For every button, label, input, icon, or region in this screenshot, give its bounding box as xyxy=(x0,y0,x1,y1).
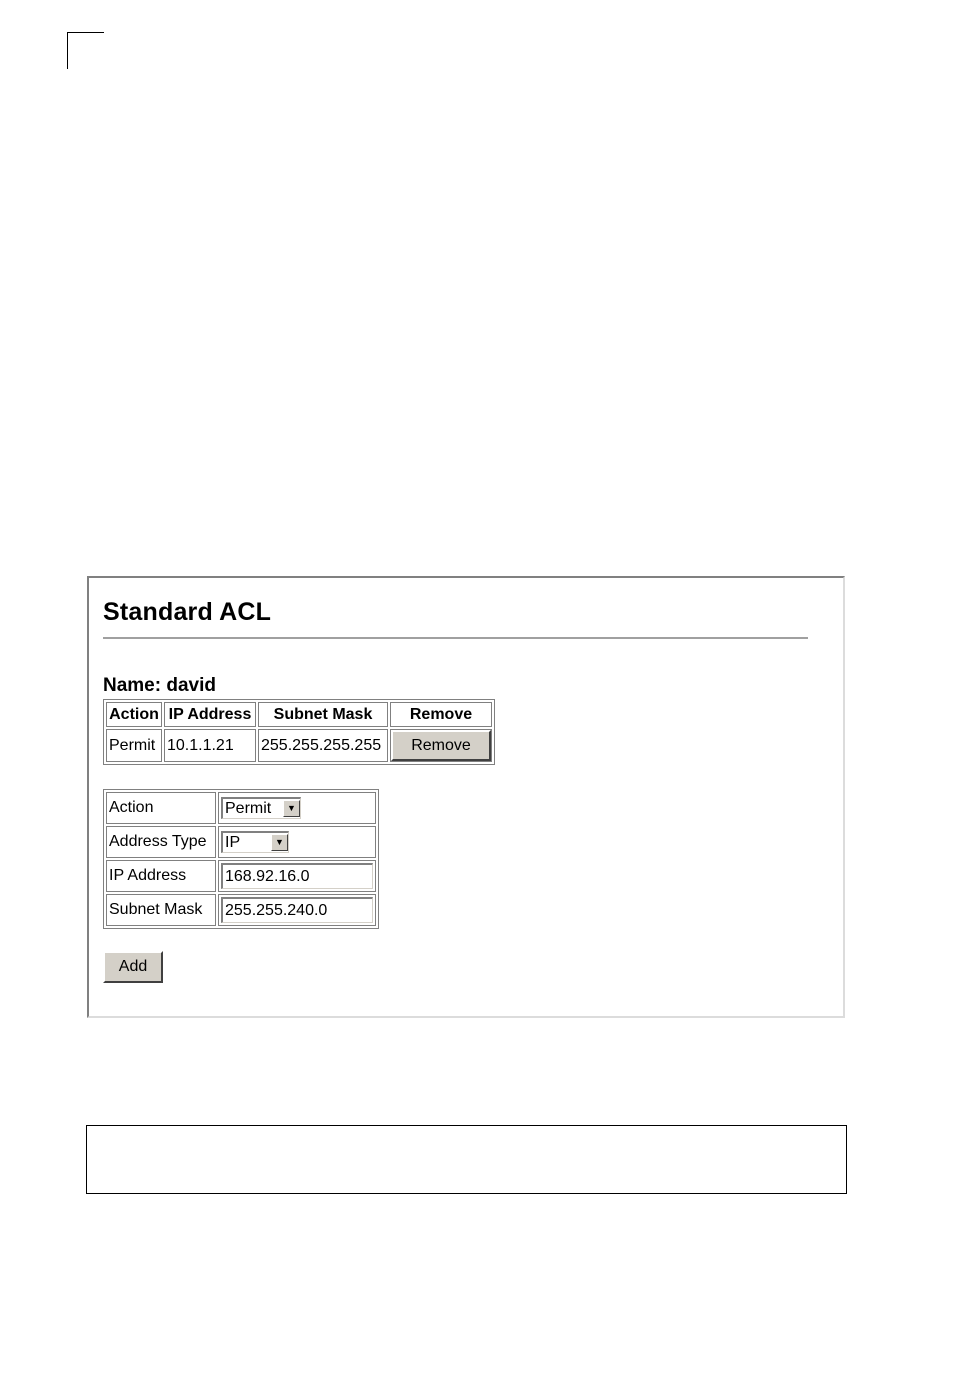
title-divider xyxy=(103,637,808,639)
add-button[interactable]: Add xyxy=(103,951,163,983)
form-row-ip-address xyxy=(106,860,376,892)
header-subnet-mask: Subnet Mask xyxy=(258,702,388,727)
header-ip-address: IP Address xyxy=(164,702,256,727)
ip-address-label: IP Address xyxy=(106,860,216,892)
add-rule-form xyxy=(103,789,379,929)
note-box xyxy=(86,1125,847,1194)
address-type-label: Address Type xyxy=(106,826,216,858)
acl-name xyxy=(103,675,216,697)
action-select-value: Permit xyxy=(225,799,272,817)
subnet-mask-input[interactable] xyxy=(221,897,373,923)
action-label: Action xyxy=(106,792,216,824)
page-title: Standard ACL xyxy=(103,598,272,626)
form-row-action xyxy=(106,792,376,824)
header-action: Action xyxy=(106,702,162,727)
rules-table xyxy=(103,699,495,765)
form-row-subnet-mask xyxy=(106,894,376,926)
action-select[interactable] xyxy=(221,797,301,819)
table-row xyxy=(106,729,492,762)
chevron-down-icon[interactable]: ▼ xyxy=(283,800,300,817)
remove-button[interactable]: Remove xyxy=(391,730,491,761)
cell-ip-address: 10.1.1.21 xyxy=(164,729,256,762)
cell-remove xyxy=(390,729,492,762)
subnet-mask-label: Subnet Mask xyxy=(106,894,216,926)
cell-subnet-mask: 255.255.255.255 xyxy=(258,729,388,762)
chevron-down-icon[interactable]: ▼ xyxy=(271,834,288,851)
header-remove: Remove xyxy=(390,702,492,727)
address-type-select-value: IP xyxy=(225,833,241,851)
crop-mark xyxy=(67,32,104,69)
acl-name-label: Name: xyxy=(103,675,162,696)
cell-action: Permit xyxy=(106,729,162,762)
form-row-address-type xyxy=(106,826,376,858)
standard-acl-screen xyxy=(87,576,845,1018)
rules-table-header xyxy=(106,702,492,727)
ip-address-input[interactable] xyxy=(221,863,373,889)
address-type-select[interactable] xyxy=(221,831,289,853)
acl-name-value: david xyxy=(166,675,216,696)
